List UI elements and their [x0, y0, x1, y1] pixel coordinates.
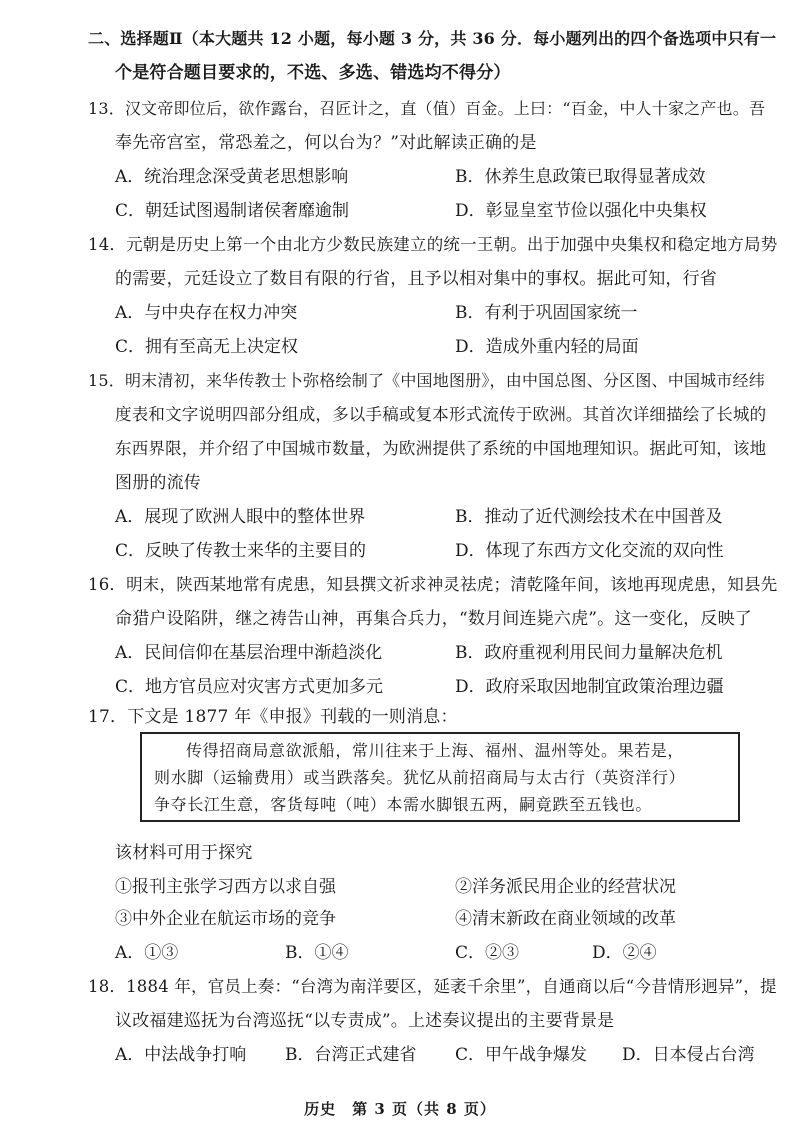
q17-source-line1: 传得招商局意欲派船，常川往来于上海、福州、温州等处。果若是， — [186, 741, 685, 760]
q17-stem-line1: 17．下文是 1877 年《申报》刊载的一则消息： — [88, 707, 458, 727]
q17-source-line2: 则水脚（运输费用）或当跌落矣。犹忆从前招商局与太古行（英资洋行） — [154, 768, 686, 787]
q16-option-a: A．民间信仰在基层治理中渐趋淡化 — [115, 643, 383, 663]
q16-option-b: B．政府重视利用民间力量解决危机 — [455, 643, 723, 663]
q15-option-b: B．推动了近代测绘技术在中国普及 — [455, 507, 723, 527]
q17-option-b: B．①④ — [285, 943, 349, 963]
q18-option-b: B．台湾正式建省 — [285, 1045, 417, 1065]
q15-option-a: A．展现了欧洲人眼中的整体世界 — [115, 507, 366, 527]
q13-option-d: D．彰显皇室节俭以强化中央集权 — [455, 201, 707, 221]
q17-item-3: ③中外企业在航运市场的竞争 — [115, 909, 336, 929]
q15-stem-line1: 15．明末清初，来华传教士卜弥格绘制了《中国地图册》，由中国总图、分区图、中国城市经纬 — [88, 371, 765, 390]
q14-option-b: B．有利于巩固国家统一 — [455, 303, 638, 323]
q13-stem-line1: 13．汉文帝即位后，欲作露台，召匠计之，直（值）百金。上曰：“百金，中人十家之产也。吾 — [88, 99, 766, 118]
q17-source-line3: 争夺长江生意，客货每吨（吨）本需水脚银五两，嗣竟跌至五钱也。 — [154, 795, 653, 814]
q18-option-c: C．甲午战争爆发 — [455, 1045, 588, 1065]
page-footer: 历史 第 3 页（共 8 页） — [304, 1100, 496, 1118]
section-heading-line2: 个是符合题目要求的，不选、多选、错选均不得分） — [115, 63, 511, 83]
q17-source-box — [140, 732, 740, 822]
q13-stem-line2: 奉先帝宫室，常恐羞之，何以台为？”对此解读正确的是 — [115, 133, 537, 153]
q15-option-c: C．反映了传教士来华的主要目的 — [115, 541, 367, 561]
q15-stem-line4: 图册的流传 — [115, 473, 201, 493]
q14-stem-line2: 的需要，元廷设立了数目有限的行省，且予以相对集中的事权。据此可知，行省 — [115, 269, 717, 289]
q17-item-2: ②洋务派民用企业的经营状况 — [455, 877, 676, 897]
q13-option-c: C．朝廷试图遏制诸侯奢靡逾制 — [115, 201, 350, 221]
q17-option-a: A．①③ — [115, 943, 179, 963]
section-heading-line1: 二、选择题Ⅱ（本大题共 12 小题，每小题 3 分，共 36 分．每小题列出的四个备选项中只有一 — [88, 29, 777, 48]
q18-option-a: A．中法战争打响 — [115, 1045, 247, 1065]
q18-stem-line2: 议改福建巡抚为台湾巡抚“以专责成”。上述奏议提出的主要背景是 — [115, 1011, 615, 1031]
q14-option-a: A．与中央存在权力冲突 — [115, 303, 298, 323]
q15-stem-line2: 度表和文字说明四部分组成，多以手稿或复本形式流传于欧洲。其首次详细描绘了长城的 — [115, 405, 767, 424]
q17-item-1: ①报刊主张学习西方以求自强 — [115, 877, 336, 897]
q16-stem-line1: 16．明末，陕西某地常有虎患，知县撰文祈求神灵祛虎；清乾隆年间，该地再现虎患，知县先 — [88, 575, 778, 594]
q17-item-4: ④清末新政在商业领域的改革 — [455, 909, 676, 929]
q18-stem-line1: 18．1884 年，官员上奏：“台湾为南洋要区，延袤千余里”，自通商以后“今昔情形迥异”，提 — [88, 977, 777, 996]
q16-stem-line2: 命猎户设陷阱，继之祷告山神，再集合兵力，“数月间连毙六虎”。这一变化，反映了 — [115, 609, 752, 629]
q17-option-d: D．②④ — [592, 943, 657, 963]
q14-stem-line1: 14．元朝是历史上第一个由北方少数民族建立的统一王朝。出于加强中央集权和稳定地方局势 — [88, 235, 778, 254]
q15-stem-line3: 东西界限，并介绍了中国城市数量，为欧洲提供了系统的中国地理知识。据此可知，该地 — [115, 439, 767, 458]
q15-option-d: D．体现了东西方文化交流的双向性 — [455, 541, 724, 561]
q13-option-b: B．休养生息政策已取得显著成效 — [455, 167, 706, 187]
q17-option-c: C．②③ — [455, 943, 520, 963]
q18-option-d: D．日本侵占台湾 — [622, 1045, 755, 1065]
q14-option-d: D．造成外重内轻的局面 — [455, 337, 639, 357]
q16-option-d: D．政府采取因地制宜政策治理边疆 — [455, 677, 724, 697]
q13-option-a: A．统治理念深受黄老思想影响 — [115, 167, 349, 187]
q16-option-c: C．地方官员应对灾害方式更加多元 — [115, 677, 384, 697]
q17-prompt: 该材料可用于探究 — [115, 843, 253, 863]
q14-option-c: C．拥有至高无上决定权 — [115, 337, 299, 357]
